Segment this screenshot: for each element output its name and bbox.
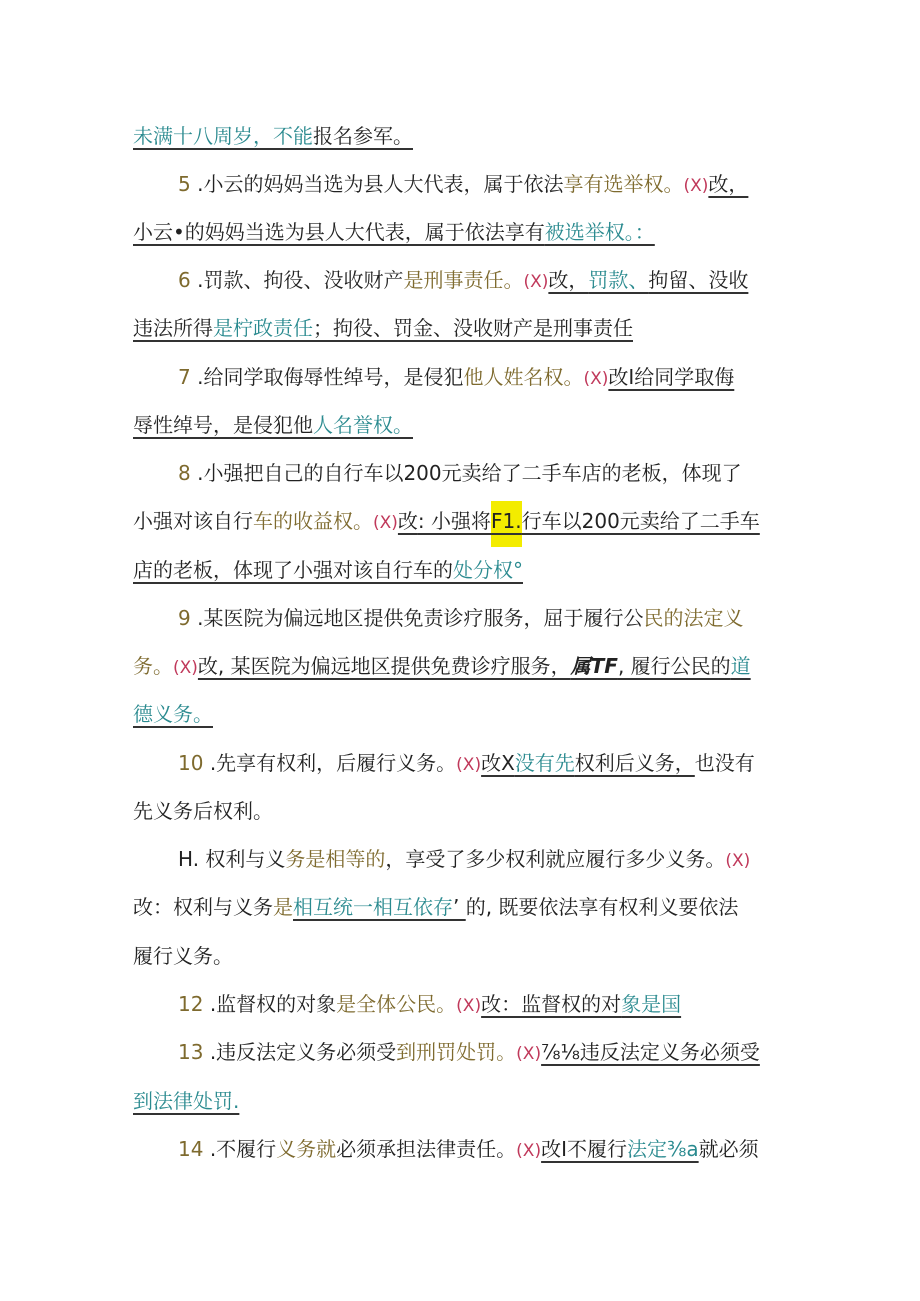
text-segment: 14 [178,1137,210,1161]
text-segment: 法定⅜a [627,1137,699,1161]
text-line-1 [133,122,413,150]
text-line-3 [133,218,655,246]
text-segment: 先义务后权利。 [133,799,273,823]
text-segment: (X) [173,658,198,678]
text-segment: 处分权° [453,558,523,582]
text-line-15 [133,797,273,825]
text-segment: (X) [516,1141,542,1161]
text-segment: 就必须 [698,1137,759,1161]
text-line-20 [178,1038,760,1068]
text-segment: 民的法定义 [643,606,744,630]
text-segment: 改, 某医院为偏远地区提供免费诊疗服务， [197,654,571,678]
text-line-12 [133,652,751,682]
text-line-5 [133,314,633,342]
text-segment: 享有选举权。 [563,172,684,196]
text-segment: 属TF [570,654,618,678]
text-segment: 店的老板，体现了小强对该自行车的 [133,558,453,582]
text-segment: (X) [456,755,482,775]
text-segment: 8 [178,461,198,485]
text-segment: 10 [178,751,210,775]
text-segment: 改， [708,172,749,196]
text-segment: 车的收益权。 [253,509,373,533]
text-segment: 小云•的妈妈当选为县人大代表，属于依法享有 [133,220,545,244]
text-segment: 权利后义务， [574,751,695,775]
text-segment: 是柠政责任 [213,316,313,340]
text-segment: .给同学取侮辱性绰号，是侵犯 [197,365,464,389]
text-line-13 [133,700,213,728]
text-line-10 [133,556,523,584]
text-line-21 [133,1087,239,1115]
text-segment: .先享有权利，后履行义务。 [209,751,457,775]
text-segment: 相互统一相互依存 [293,895,453,919]
text-segment: 义务就 [276,1137,337,1161]
text-line-14 [178,749,755,779]
text-segment: (X) [583,369,609,389]
text-segment: .罚款、拘役、没收财产 [197,268,404,292]
text-segment: 是刑事责任。 [403,268,524,292]
text-segment: 也没有 [694,751,755,775]
text-segment: 道 [730,654,751,678]
text-segment: .某医院为偏远地区提供免责诊疗服务，屈于履行公 [197,606,644,630]
text-segment: ⅞⅛违反法定义务必须受 [541,1040,760,1064]
text-line-8 [178,459,742,487]
text-segment: : 小强将 [417,509,492,533]
text-segment: 是全体公民。 [336,992,457,1016]
text-segment: 改I不履行 [541,1137,627,1161]
text-segment: 7 [178,365,198,389]
text-segment: 履行义务。 [133,944,233,968]
text-line-7 [133,411,413,439]
text-line-11 [178,604,743,632]
text-segment: 改：权利与义务 [133,895,273,919]
text-segment: .违反法定义务必须受 [209,1040,397,1064]
text-segment: .小强把自己的自行车以200元卖给了二手车店的老板，体现了 [197,461,742,485]
text-segment: 改X [481,751,515,775]
text-line-4 [178,266,748,296]
text-segment: 12 [178,992,210,1016]
text-segment: 象是国 [621,992,682,1016]
text-segment: (X) [516,1044,542,1064]
text-segment: .监督权的对象 [209,992,337,1016]
text-segment: 6 [178,268,198,292]
text-line-9 [133,507,760,537]
text-segment: 9 [178,606,198,630]
highlighted-text: F1. [491,501,522,547]
text-segment: , 履行公民的 [617,654,731,678]
text-segment: 报名参军。 [313,124,413,148]
text-segment: .不履行 [209,1137,277,1161]
text-segment: ，享受了多少权利就应履行多少义务。 [385,847,726,871]
text-segment: 到法律处罚. [133,1089,240,1113]
text-line-17 [133,893,738,921]
text-segment: 行车以200元卖给了二手车 [521,509,760,533]
text-segment: ’ [453,895,466,919]
text-segment: 他人姓名权。 [463,365,584,389]
text-segment: 小强对该自行 [133,509,253,533]
text-line-6 [178,363,734,393]
text-segment: ；拘役、罚金、没收财产是刑事责任 [313,316,633,340]
text-segment: (X) [523,272,549,292]
text-segment: 必须承担法律责任。 [336,1137,517,1161]
text-segment: 到刑罚处罚。 [396,1040,517,1064]
text-segment: 被选举权。： [544,220,655,244]
text-segment: 拘留、没收 [648,268,749,292]
text-line-19 [178,990,681,1020]
text-segment: 罚款、 [588,268,649,292]
text-line-18 [133,942,233,970]
text-segment: 改I给同学取侮 [608,365,735,389]
text-segment: (X) [683,176,709,196]
text-segment: 的, 既要依法享有权利义要依法 [465,895,739,919]
text-segment: (X) [725,851,751,871]
text-segment: (X) [456,996,482,1016]
text-segment: (X) [373,513,398,533]
text-segment: 务。 [133,654,173,678]
text-segment: 人名誉权。 [313,413,413,437]
text-segment: 改：监督权的对 [481,992,622,1016]
text-segment: 5 [178,172,198,196]
text-segment: 改， [548,268,589,292]
text-line-22 [178,1135,759,1165]
text-segment: 未满十八周岁，不能 [133,124,313,148]
text-line-16 [178,845,750,875]
text-segment: 务是相等的 [285,847,386,871]
text-segment: .小云的妈妈当选为县人大代表，属于依法 [197,172,564,196]
text-segment: 改 [397,509,418,533]
text-line-2 [178,170,748,200]
text-segment: 德义务。 [133,702,213,726]
text-segment: H. 权利与义 [178,847,286,871]
text-segment: 13 [178,1040,210,1064]
text-segment: 辱性绰号，是侵犯他 [133,413,313,437]
text-segment: 违法所得 [133,316,213,340]
text-segment: 没有先 [514,751,575,775]
text-segment: 是 [273,895,293,919]
